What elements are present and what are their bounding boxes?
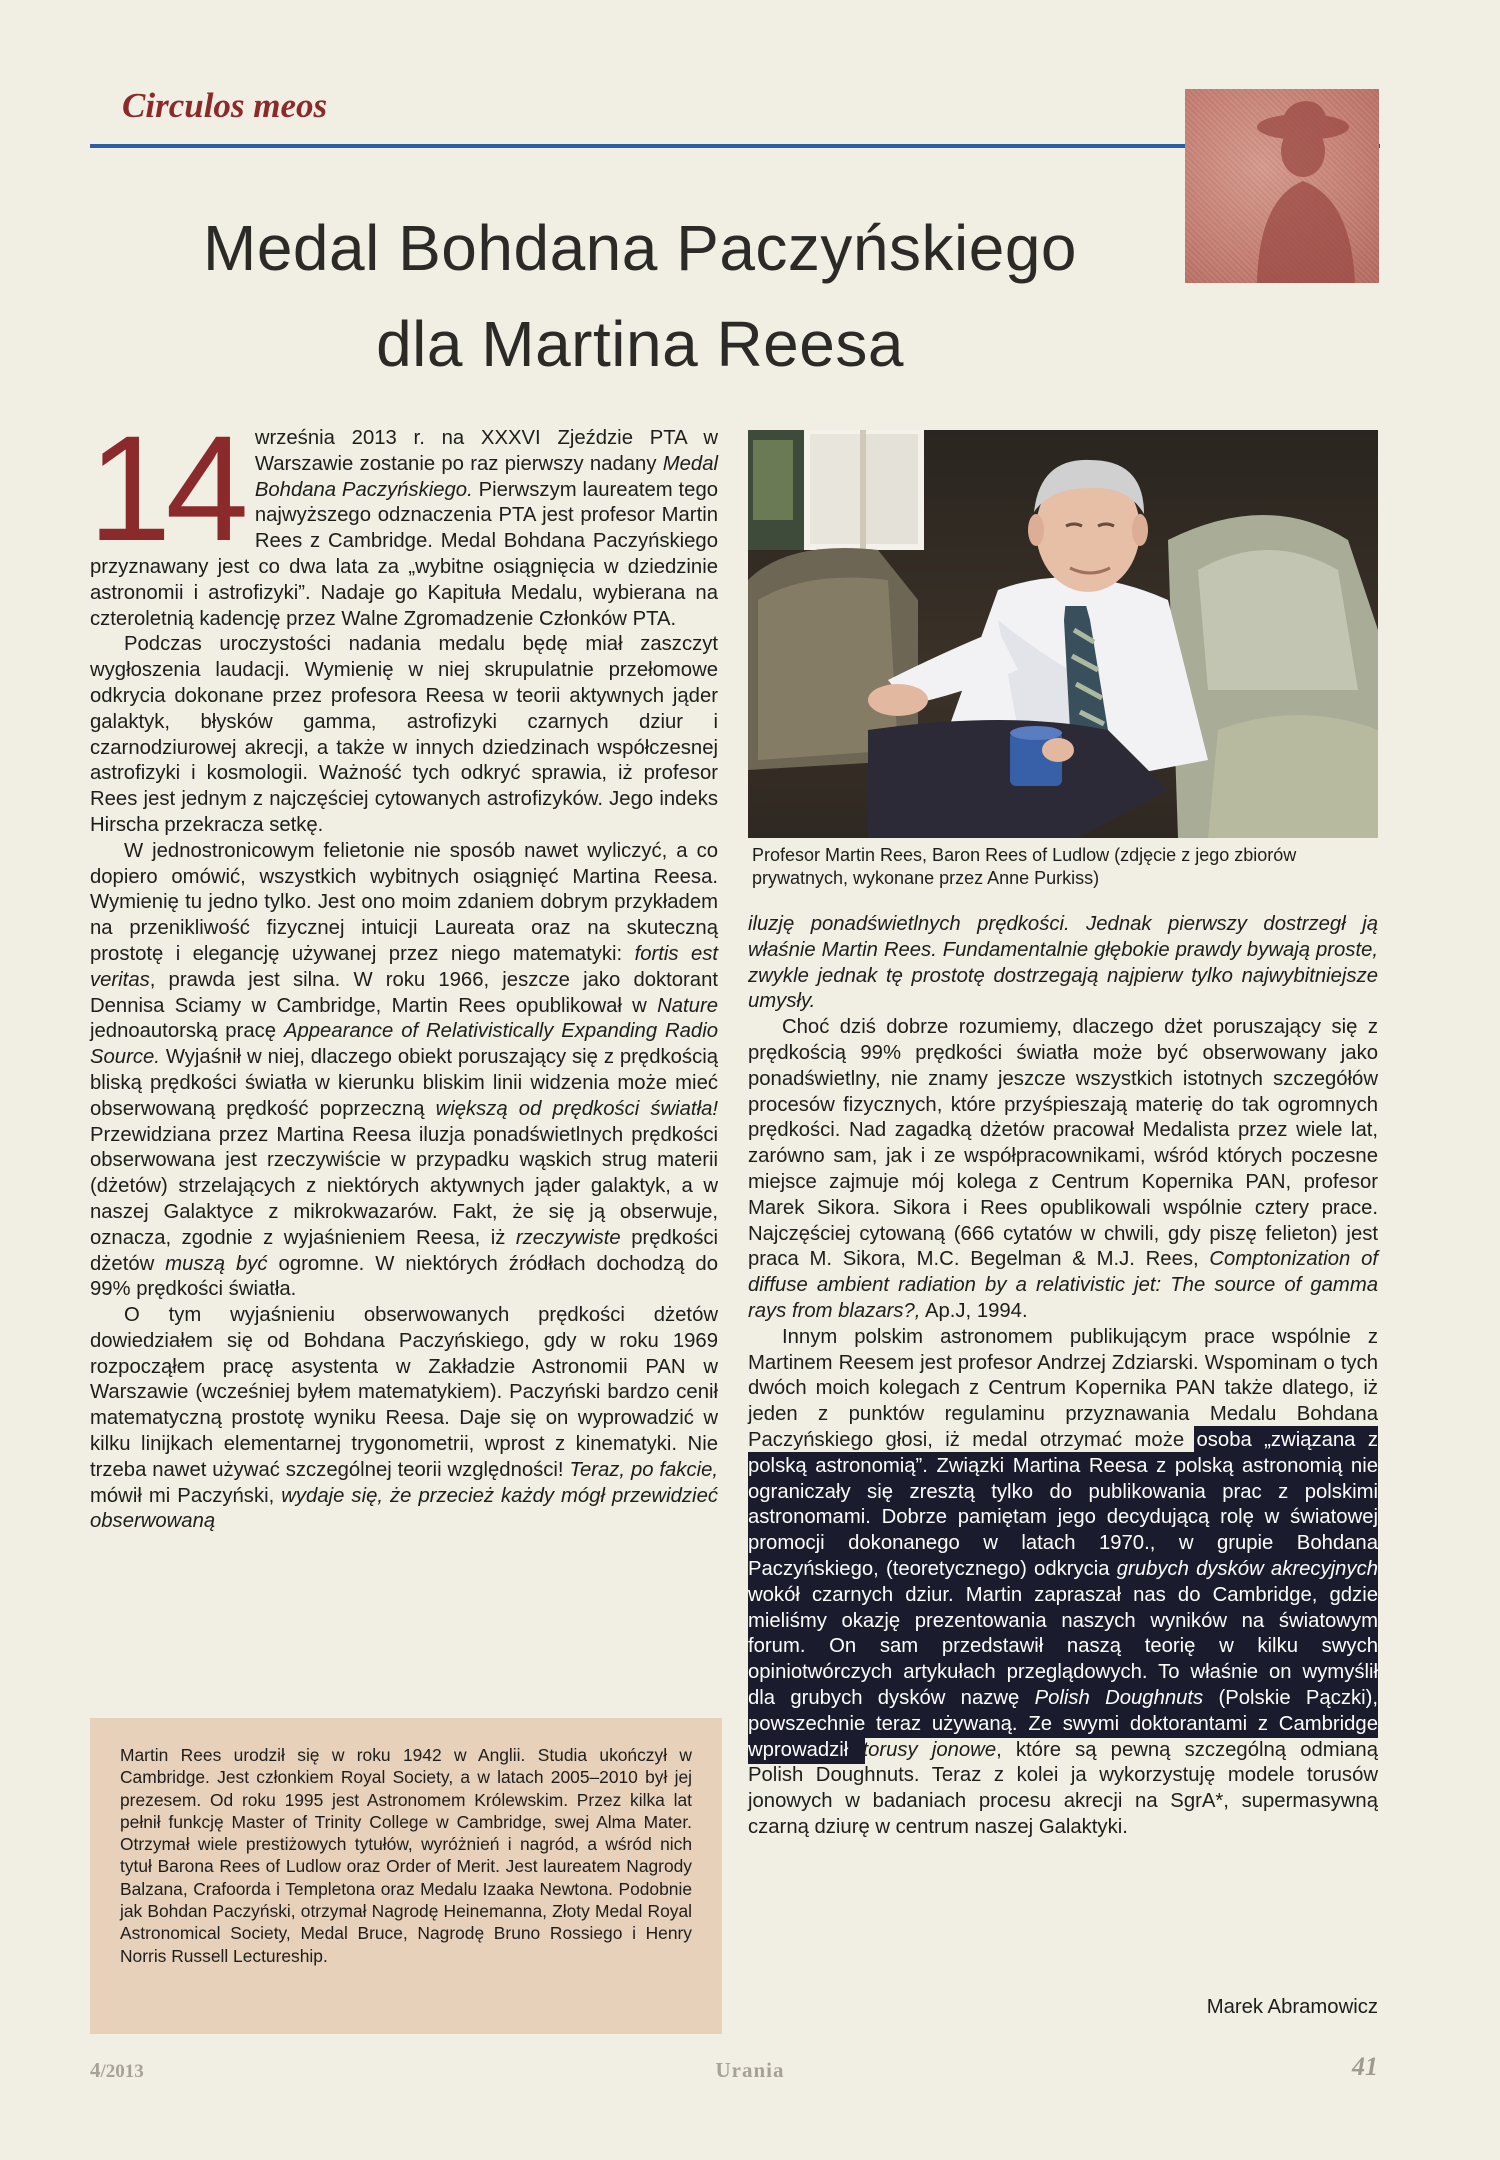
issue-label: 4/2013 <box>90 2058 144 2082</box>
paragraph-6: Innym polskim astronomem publikującym prace wspólnie z Martinem Reesem jest profesor Andrzej Zdziarski. Wspominam o tych dwóch moich kolegach z Centrum Kopernika PAN także dlatego, iż jeden z punktów regulaminu przyznawania Medalu Bohdana Paczyńskiego głosi, iż medal otrzymać może osoba „związana z polską astronomią”. Związki Martina Reesa z polską astronomią nie ograniczały się zresztą tylko do publikowania prac z polskimi astronomami. Dobrze pamiętam jego decydującą rolę w światowej promocji dokonanego w latach 1970., w grupie Bohdana Paczyńskiego, (teoretycznego) odkrycia grubych dysków akrecyjnych wokół czarnych dziur. Martin zapraszał nas do Cambridge, gdzie mieliśmy okazję prezentowania naszych wyników na światowym forum. On sam przedstawił naszą teorię w kilku swych opiniotwórczych artykułach przeglądowych. To właśnie on wymyślił dla grubych dysków nazwę Polish Doughnuts (Polskie Pączki), powszechnie teraz używaną. Ze swymi doktorantami z Cambridge wprowadził torusy jonowe, które są pewną szczególną odmianą Polish Doughnuts. Teraz z kolei ja wykorzystuję modele torusów jonowych w badaniach procesu akrecji na SgrA*, supermasywną czarną dziurę w centrum naszej Galaktyki. <box>748 1325 1379 1838</box>
biography-box <box>90 1718 722 2034</box>
section-header: Circulos meos <box>122 86 328 125</box>
magazine-name: Urania <box>715 2058 785 2082</box>
portrait-photo <box>748 430 1378 838</box>
author-signature: Marek Abramowicz <box>1206 1996 1378 2018</box>
paragraph-2: Podczas uroczystości nadania medalu będę miał zaszczyt wygłoszenia laudacji. Wymienię w niej skrupulatnie przełomowe odkrycia dokonane przez profesora Reesa w teorii aktywnych jąder galaktyk, błysków gamma, astrofizyki czarnych dziur i czarnodziurowej akrecji, a także w innych dziedzinach współczesnej astrofizyki i kosmologii. Ważność tych odkryć sprawia, iż profesor Rees jest jednym z najczęściej cytowanych astrofizyków. Jego indeks Hirscha przekracza setkę. <box>90 633 718 836</box>
paragraph-5: Choć dziś dobrze rozumiemy, dlaczego dżet poruszający się z prędkością 99% prędkości światła może być obserwowany jako ponadświetlny, nie znamy jeszcze wszystkich istotnych szczegółów procesów fizycznych, które przyśpieszają materię do tak ogromnych prędkości. Nad zagadką dżetów pracował Medalista przez wiele lat, zarówno sam, jak i ze współpracownikami, wśród których poczesne miejsce zajmuje mój kolega z Centrum Kopernika PAN, profesor Marek Sikora. Sikora i Rees opublikowali wspólnie cztery prace. Najczęściej cytowaną (666 cytatów w chwili, gdy piszę felieton) jest praca M. Sikora, M.C. Begelman & M.J. Rees, Comptonization of diffuse ambient radiation by a relativistic jet: The source of gamma rays from blazars?, Ap.J, 1994. <box>748 1016 1378 1322</box>
page-number: 41 <box>1352 2052 1378 2081</box>
article-column-left <box>88 404 719 1535</box>
article-title <box>90 200 1190 392</box>
paragraph-1: 14 września 2013 r. na XXXVI Zjeździe PTA w Warszawie zostanie po raz pierwszy nadany Medal Bohdana Paczyńskiego. Pierwszym laureatem tego najwyższego odznaczenia PTA jest profesor Martin Rees z Cambridge. Medal Bohdana Paczyńskiego przyznawany jest co dwa lata za „wybitne osiągnięcia w dziedzinie astronomii i astrofizyki”. Nadaje go Kapituła Medalu, wybierana na czteroletnią kadencję przez Walne Zgromadzenie Członków PTA. <box>88 404 718 630</box>
title-line-2: dla Martina Reesa <box>376 308 904 380</box>
paragraph-4: O tym wyjaśnieniu obserwowanych prędkości dżetów dowiedziałem się od Bohdana Paczyńskiego, gdy w roku 1969 rozpocząłem pracę asystenta w Zakładzie Astronomii PAN w Warszawie (wcześniej byłem matematykiem). Paczyński bardzo cenił matematyczną prostotę wyniku Reesa. Daje się on wyprowadzić w kilku linijkach elementarnej trygonometrii, wprost z kinematyki. Nie trzeba nawet używać szczególnej teorii względności! Teraz, po fakcie, mówił mi Paczyński, wydaje się, że przecież każdy mógł przewidzieć obserwowaną <box>90 1304 719 1533</box>
silhouette-icon <box>1185 89 1379 283</box>
portrait-illustration <box>748 430 1378 838</box>
paragraph-4-quote-start: wydaje się, że przecież każdy mógł przewidzieć obserwowaną <box>90 1484 718 1533</box>
title-line-1: Medal Bohdana Paczyńskiego <box>203 212 1077 284</box>
highlighted-passage: osoba „związana z polską astronomią”. Związki Martina Reesa z polską astronomią nie ograniczały się zresztą tylko do publikowania prac z polskimi astronomami. Dobrze pamiętam jego decydującą rolę w światowej promocji dokonanego w latach 1970., w grupie Bohdana Paczyńskiego, (teoretycznego) odkrycia grubych dysków akrecyjnych wokół czarnych dziur. Martin zapraszał nas do Cambridge, gdzie mieliśmy okazję prezentowania naszych wyników na światowym forum. On sam przedstawił naszą teorię w kilku swych opiniotwórczych artykułach przeglądowych. To właśnie on wymyślił dla grubych dysków nazwę Polish Doughnuts (Polskie Pączki), powszechnie teraz używaną. Ze swymi doktorantami z Cambridge wprowadził <box>748 1428 1379 1761</box>
shadow-silhouette-image <box>1185 89 1379 283</box>
paragraph-3: W jednostronicowym felietonie nie sposób nawet wyliczyć, a co dopiero omówić, wszystkich wybitnych osiągnięć Martina Reesa. Wymienię tu jedno tylko. Jest ono moim zdaniem dobrym przykładem na przenikliwość fizycznej intuicji Laureata oraz na skuteczną prostotę i elegancję używanej przez niego matematyki: fortis est veritas, prawda jest silna. W roku 1966, jeszcze jako doktorant Dennisa Sciamy w Cambridge, Martin Rees opublikował w Nature jednoautorską pracę Appearance of Relativistically Expanding Radio Source. Wyjaśnił w niej, dlaczego obiekt poruszający się z prędkością bliską prędkości światła w kierunku bliskim linii widzenia może mieć obserwowaną prędkość poprzeczną większą od prędkości światła! Przewidziana przez Martina Reesa iluzja ponadświetlnych prędkości obserwowana jest rzeczywiście w przypadku wąskich strug materii (dżetów) strzelających z niektórych aktywnych jąder galaktyk, a w naszej Galaktyce z mikrokwazarów. Fakt, że się ją obserwuje, oznacza, zgodnie z wyjaśnieniem Reesa, iż rzeczywiste prędkości dżetów muszą być ogromne. W niektórych źródłach dochodzą do 99% prędkości światła. <box>90 839 719 1301</box>
dropcap: 14 <box>88 404 243 572</box>
paragraph-4-quote: iluzję ponadświetlnych prędkości. Jednak pierwszy dostrzegł ją właśnie Martin Rees. Fundamentalnie głębokie prawdy bywają proste, zwykle jednak tę prostotę dostrzegają najpierw tylko najwybitniejsze umysły. <box>748 913 1378 1013</box>
paragraph-4-continued <box>748 912 1378 1015</box>
biography-text: Martin Rees urodził się w roku 1942 w Anglii. Studia ukończył w Cambridge. Jest członkiem Royal Society, a w latach 2005–2010 był jej prezesem. Od roku 1995 jest Astronomem Królewskim. Przez kilka lat pełnił funkcję Master of Trinity College w Cambridge, swej Alma Mater. Otrzymał wiele prestiżowych tytułów, wyróżnień i nagród, a wśród nich tytuł Barona Rees of Ludlow oraz Order of Merit. Jest laureatem Nagrody Balzana, Crafoorda i Templetona oraz Medalu Izaaka Newtona. Podobnie jak Bohdan Paczyński, otrzymał Nagrodę Heinemanna, Złoty Medal Royal Astronomical Society, Medal Bruce, Nagrodę Bruno Rossiego i Henry Norris Russell Lectureship. <box>120 1745 692 1966</box>
article-column-right <box>748 912 1378 1841</box>
photo-caption: Profesor Martin Rees, Baron Rees of Ludlow (zdjęcie z jego zbiorów prywatnych, wykonane przez Anne Purkiss) <box>752 845 1297 888</box>
